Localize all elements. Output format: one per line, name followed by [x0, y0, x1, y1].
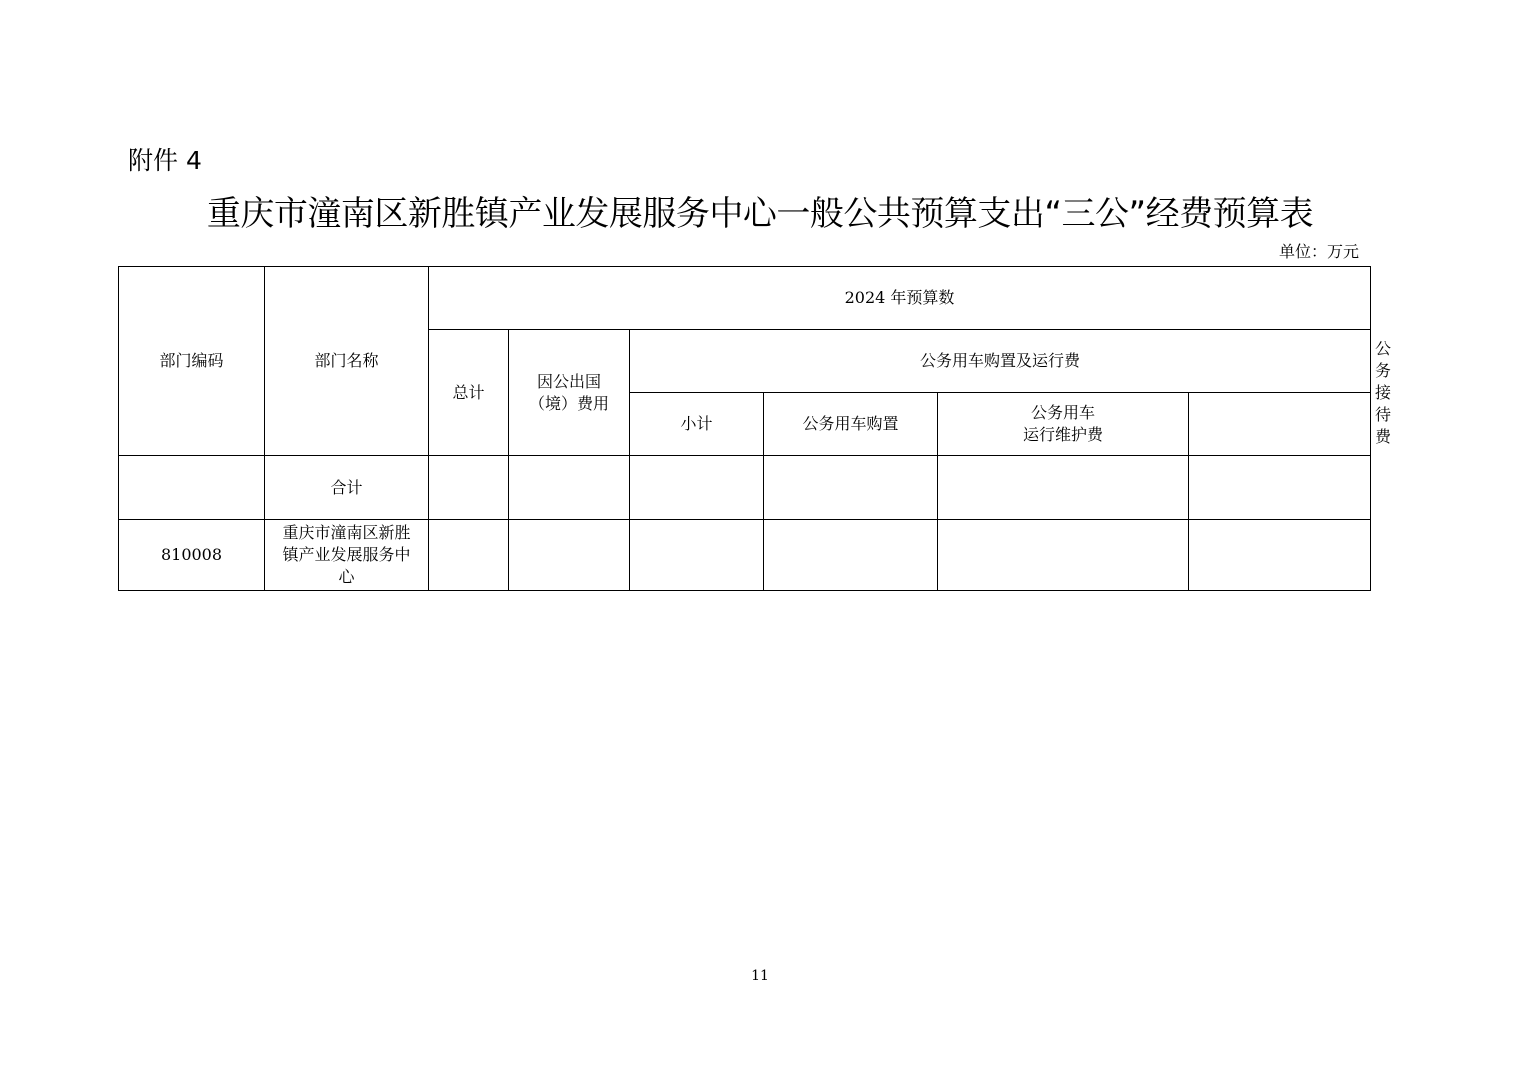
header-overseas: 因公出国（境）费用: [509, 330, 630, 456]
document-title: 重庆市潼南区新胜镇产业发展服务中心一般公共预算支出“三公”经费预算表: [206, 194, 1314, 234]
table-row: [119, 520, 1371, 591]
unit-label: 单位：万元: [1278, 242, 1359, 261]
header-dept-name: 部门名称: [265, 267, 429, 456]
header-vehicle-operation-line2: 运行维护费: [1022, 425, 1103, 444]
cell-overseas: [509, 456, 630, 520]
table-row-total: [119, 456, 1371, 520]
cell-vehicle-subtotal: [630, 520, 764, 591]
cell-reception: [1189, 520, 1371, 591]
header-budget-year: 2024 年预算数: [429, 267, 1371, 330]
header-total: 总计: [429, 330, 509, 456]
header-vehicle-purchase: 公务用车购置: [764, 393, 938, 456]
cell-overseas: [509, 520, 630, 591]
budget-table: 部门编码 部门名称 2024 年预算数 总计 因公出国（境）费用 公务用车购置及运行费 公务 接待费 小计 公务用车购置 公务用车 运行维护费 合计 810008 重庆市潼南区新胜镇产业发展服务中心: [118, 266, 1371, 591]
cell-total: [429, 456, 509, 520]
page-number: 11: [751, 968, 769, 984]
header-dept-code: 部门编码: [119, 267, 265, 456]
attachment-label: 附件 4: [128, 146, 202, 175]
cell-vehicle-purchase: [764, 456, 938, 520]
cell-vehicle-operation: [938, 456, 1189, 520]
cell-vehicle-purchase: [764, 520, 938, 591]
cell-reception: [1189, 456, 1371, 520]
cell-code: [119, 456, 265, 520]
header-vehicle-group: 公务用车购置及运行费: [630, 330, 1371, 393]
cell-name: 合计: [265, 456, 429, 520]
cell-name: 重庆市潼南区新胜镇产业发展服务中心: [265, 520, 429, 591]
cell-total: [429, 520, 509, 591]
cell-vehicle-operation: [938, 520, 1189, 591]
cell-code: 810008: [119, 520, 265, 591]
header-vehicle-operation-line1: 公务用车: [1030, 403, 1095, 422]
cell-vehicle-subtotal: [630, 456, 764, 520]
header-vehicle-operation: [938, 393, 1189, 456]
header-vehicle-subtotal: 小计: [630, 393, 764, 456]
